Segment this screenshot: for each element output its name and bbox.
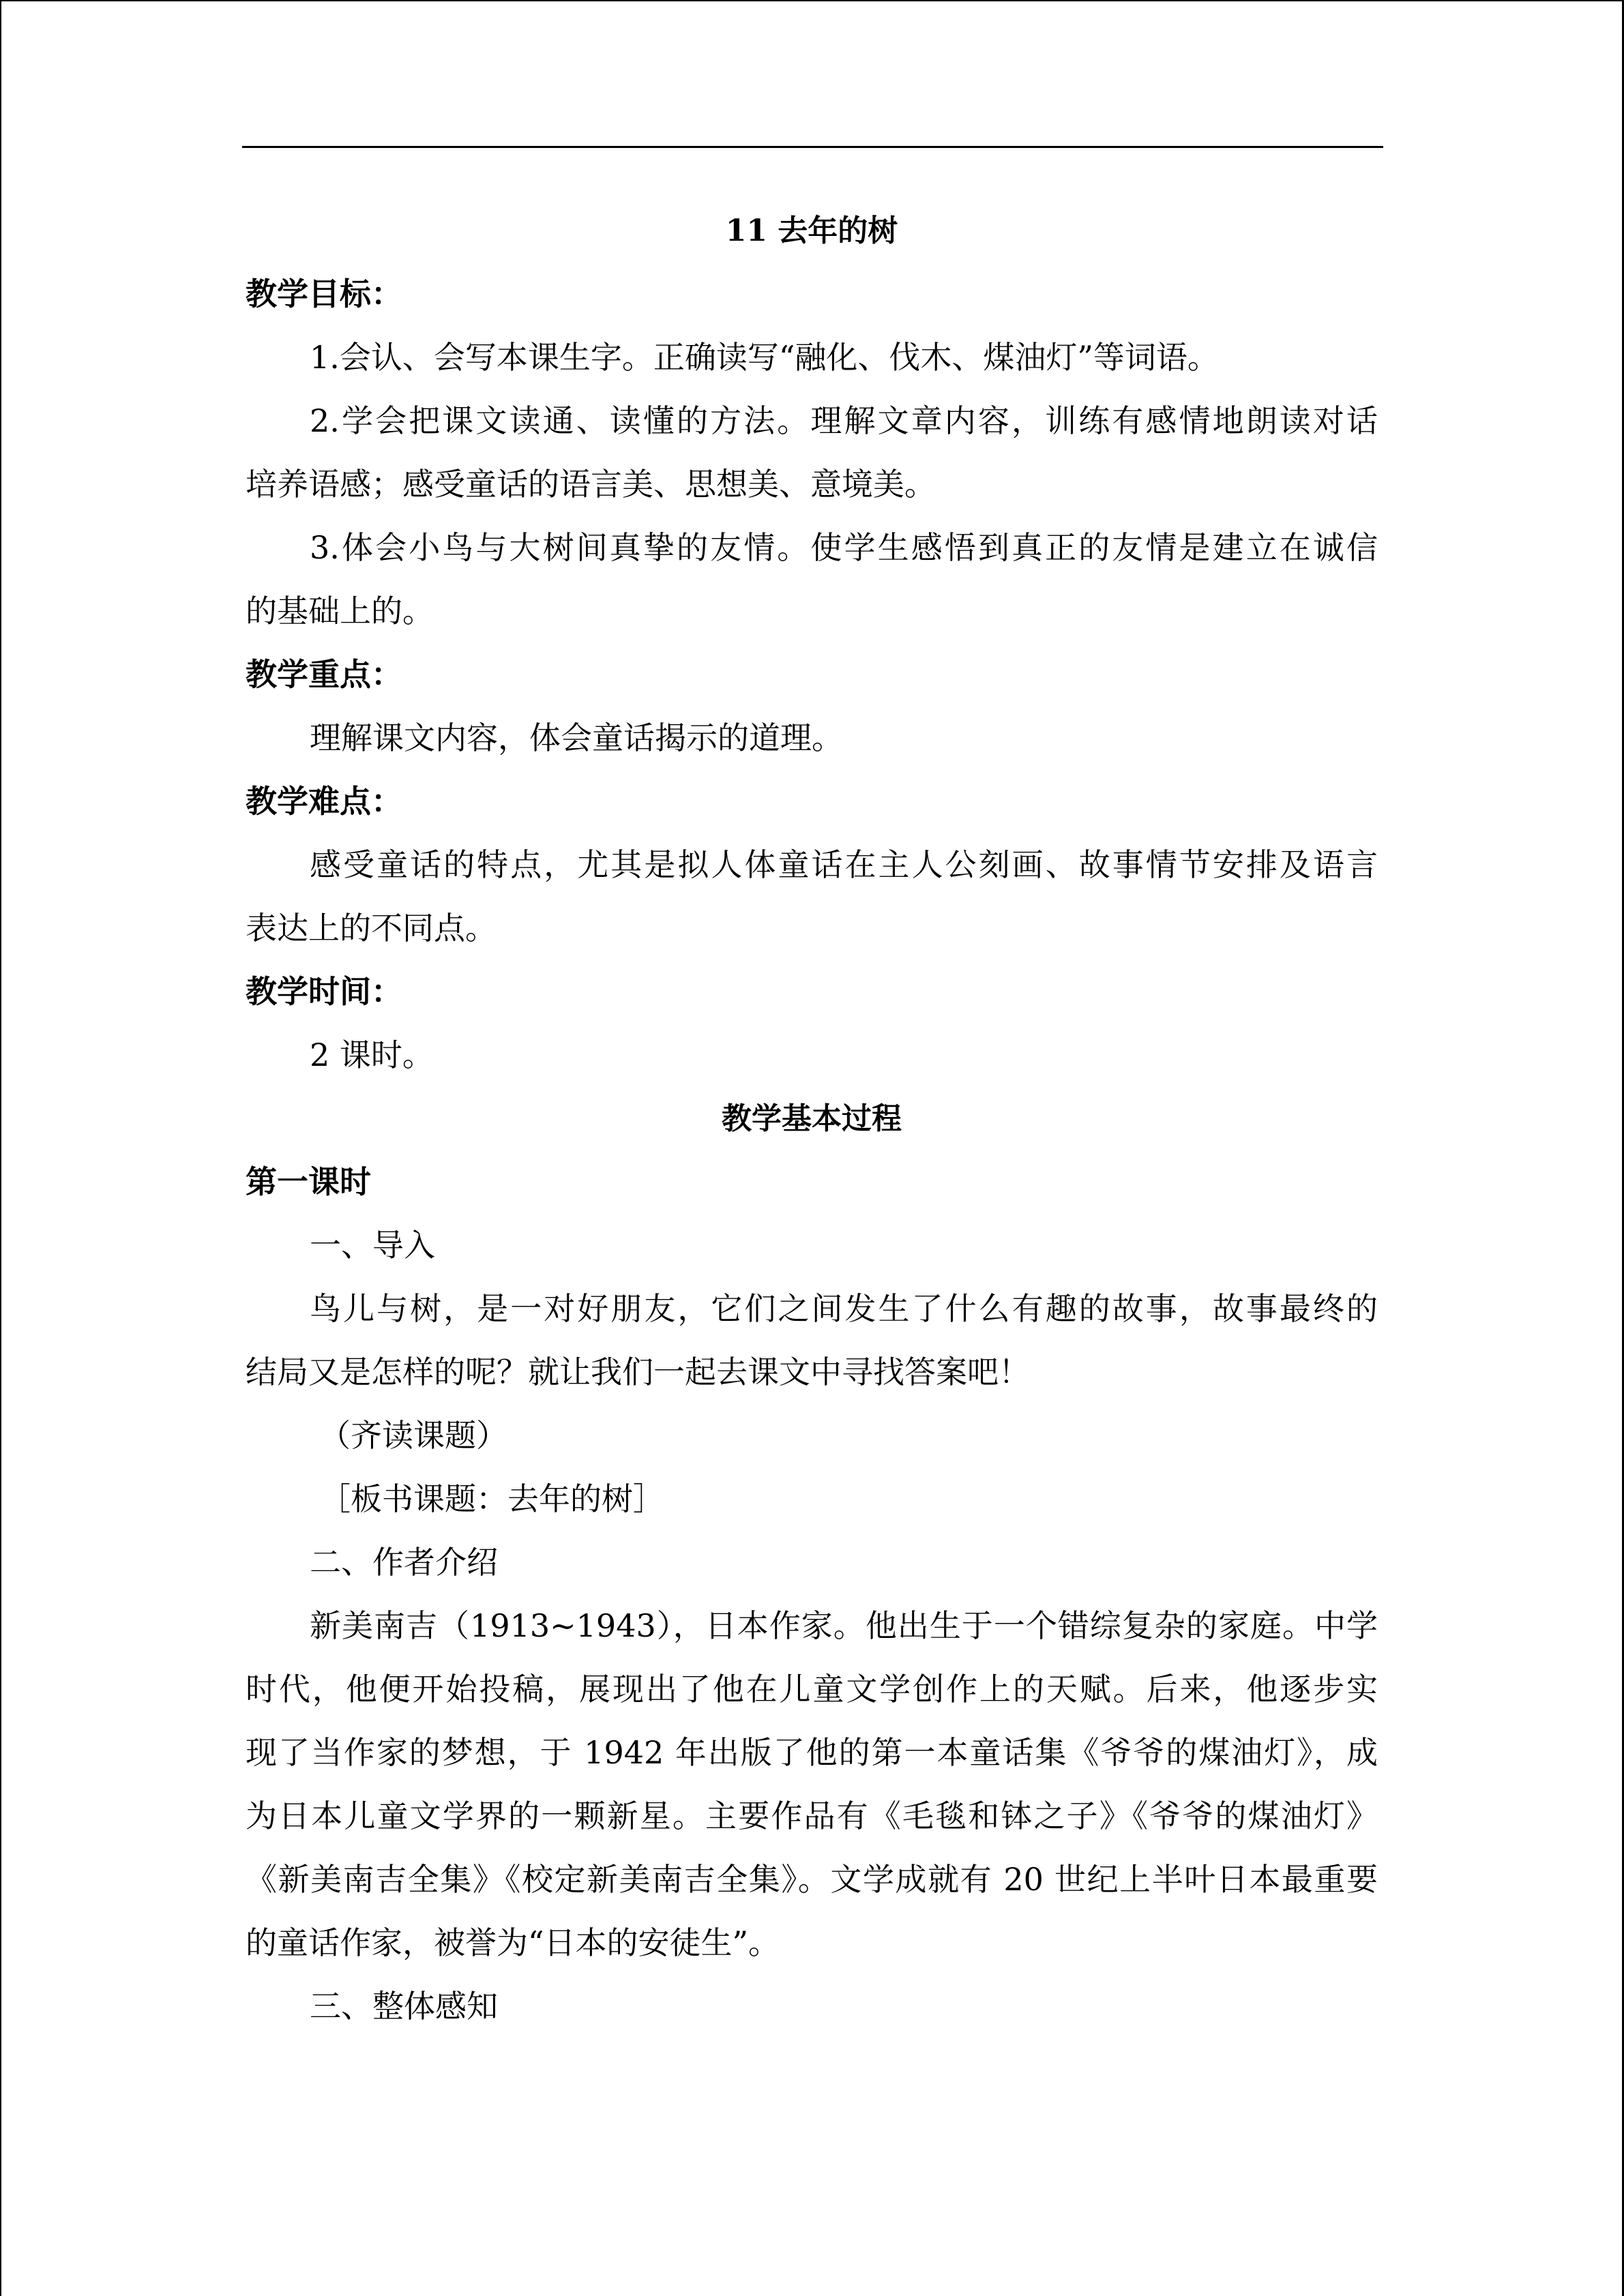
objective-1: 1.会认、会写本课生字。正确读写“融化、伐木、煤油灯”等词语。 [310, 339, 1219, 376]
page-border-left [0, 0, 1, 2296]
read-title-note: （齐读课题） [319, 1417, 507, 1454]
document-body [246, 199, 1378, 2038]
author-line-2: 时代，他便开始投稿，展现出了他在儿童文学创作上的天赋。后来，他逐步实 [246, 1671, 1378, 1708]
difficulties-heading: 教学难点： [246, 783, 402, 820]
objectives-heading: 教学目标： [246, 275, 402, 312]
author-line-4: 为日本儿童文学界的一颗新星。主要作品有《毛毯和钵之子》《爷爷的煤油灯》 [246, 1798, 1378, 1834]
difficulties-line-2: 表达上的不同点。 [246, 910, 497, 946]
page-border-top [0, 0, 1624, 1]
objective-3-line-1: 3.体会小鸟与大树间真挚的友情。使学生感悟到真正的友情是建立在诚信 [310, 529, 1378, 566]
lesson-title: 11 去年的树 [725, 213, 898, 248]
board-note: ［板书课题：去年的树］ [319, 1480, 664, 1517]
intro-line-1: 鸟儿与树，是一对好朋友，它们之间发生了什么有趣的故事，故事最终的 [310, 1290, 1378, 1327]
author-line-6: 的童话作家，被誉为“日本的安徒生”。 [246, 1924, 780, 1961]
time-text: 2 课时。 [310, 1037, 434, 1073]
key-points-heading: 教学重点： [246, 656, 402, 693]
author-line-3: 现了当作家的梦想，于 1942 年出版了他的第一本童话集《爷爷的煤油灯》，成 [246, 1734, 1378, 1771]
time-heading: 教学时间： [246, 973, 402, 1010]
objective-2-line-1: 2.学会把课文读通、读懂的方法。理解文章内容，训练有感情地朗读对话 [310, 402, 1378, 439]
intro-line-2: 结局又是怎样的呢？就让我们一起去课文中寻找答案吧！ [246, 1354, 1030, 1390]
lesson-one-heading: 第一课时 [246, 1163, 371, 1200]
key-points-text: 理解课文内容，体会童话揭示的道理。 [310, 719, 843, 756]
author-line-5: 《新美南吉全集》《校定新美南吉全集》。文学成就有 20 世纪上半叶日本最重要 [246, 1861, 1378, 1898]
process-title: 教学基本过程 [722, 1101, 902, 1136]
author-line-1: 新美南吉（1913~1943），日本作家。他出生于一个错综复杂的家庭。中学 [310, 1607, 1378, 1644]
section-intro-heading: 一、导入 [310, 1227, 435, 1264]
difficulties-line-1: 感受童话的特点，尤其是拟人体童话在主人公刻画、故事情节安排及语言 [310, 846, 1378, 883]
header-rule [242, 146, 1383, 148]
objective-3-line-2: 的基础上的。 [246, 593, 434, 629]
section-author-heading: 二、作者介绍 [310, 1544, 498, 1581]
objective-2-line-2: 培养语感；感受童话的语言美、思想美、意境美。 [246, 466, 936, 503]
section-overview-heading: 三、整体感知 [310, 1988, 498, 2025]
